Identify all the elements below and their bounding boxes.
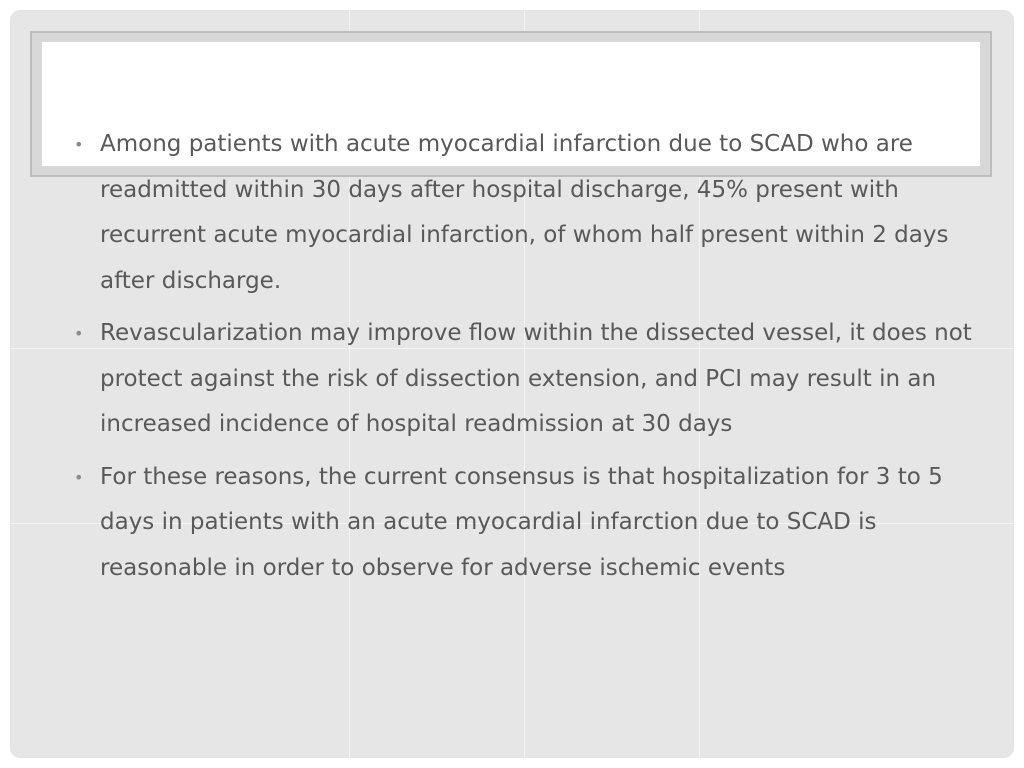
bullet-item	[72, 311, 972, 448]
bullet-text: For these reasons, the current consensus is that hospitalization for 3 to 5 days in patients with an acute myocardial infarction due to SCAD is reasonable in order to observe for adverse ischemic events	[100, 463, 943, 581]
bullet-text: Among patients with acute myocardial infarction due to SCAD who are readmitted within 30 days after hospital discharge, 45% present with recurrent acute myocardial infarction, of whom half present within 2 days after discharge.	[100, 131, 949, 294]
slide	[10, 10, 1014, 758]
bullet-item	[72, 455, 972, 592]
bullet-marker: •	[74, 467, 84, 487]
bullet-item	[72, 122, 972, 304]
bullet-marker: •	[74, 324, 84, 343]
bullet-marker: •	[74, 135, 84, 154]
bullet-text: Revascularization may improve flow within the dissected vessel, it does not protect against the risk of dissection extension, and PCI may result in an increased incidence of hospital readmission at 30 days	[100, 320, 972, 437]
bullet-list	[72, 122, 972, 598]
